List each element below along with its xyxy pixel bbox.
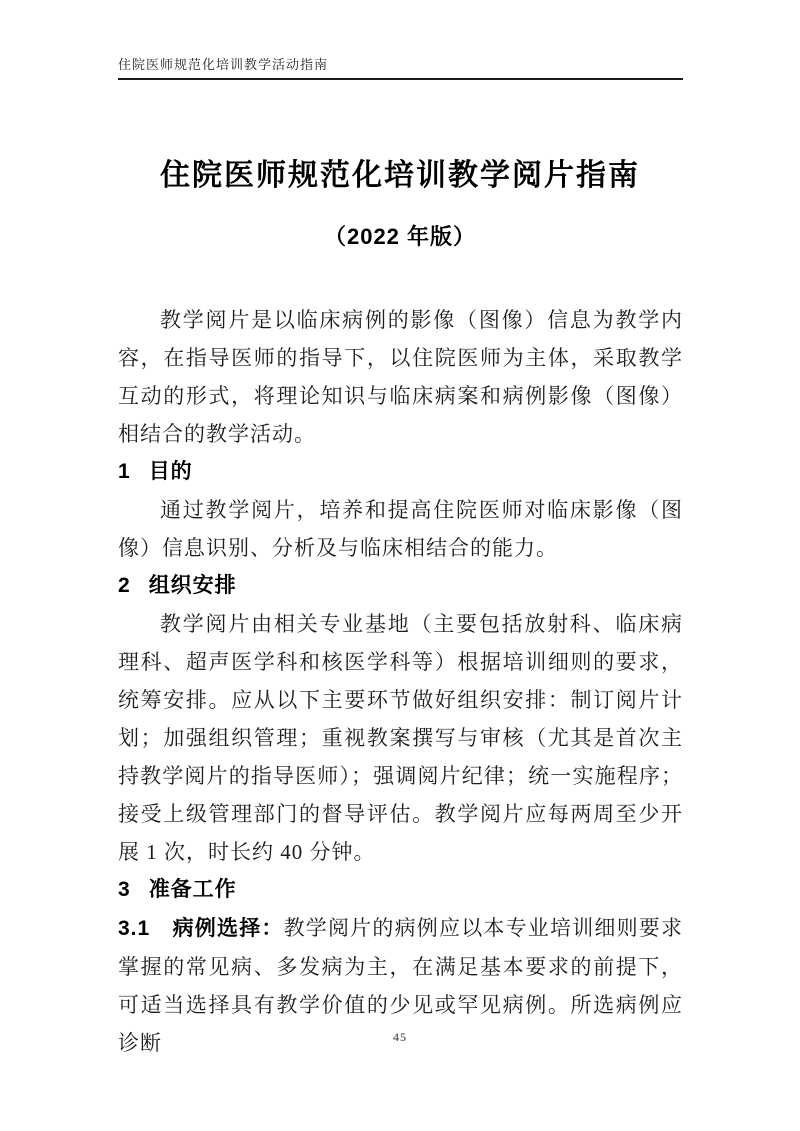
section-heading-1 [118, 453, 683, 491]
intro-paragraph: 教学阅片是以临床病例的影像（图像）信息为教学内容，在指导医师的指导下，以住院医师为主体，采取教学互动的形式，将理论知识与临床病案和病例影像（图像）相结合的教学活动。 [118, 308, 683, 446]
document-subtitle: （2022 年版） [323, 224, 477, 249]
section-1-paragraph: 通过教学阅片，培养和提高住院医师对临床影像（图像）信息识别、分析及与临床相结合的能力。 [118, 498, 683, 560]
section-number: 3 [118, 878, 131, 901]
section-title: 目的 [148, 460, 193, 483]
document-title: 住院医师规范化培训教学阅片指南 [160, 159, 640, 192]
section-heading-3 [118, 871, 683, 909]
section-number: 1 [118, 460, 131, 483]
section-heading-2 [118, 567, 683, 605]
section-number: 2 [118, 574, 131, 597]
running-header [118, 0, 683, 80]
running-header-text: 住院医师规范化培训教学活动指南 [118, 57, 329, 72]
document-body [118, 301, 683, 1062]
subsection-label: 3.1 病例选择： [118, 917, 284, 940]
section-2-paragraph: 教学阅片由相关专业基地（主要包括放射科、临床病理科、超声医学科和核医学科等）根据培训细则的要求，统筹安排。应从以下主要环节做好组织安排：制订阅片计划；加强组织管理；重视教案撰写与审核（尤其是首次主持教学阅片的指导医师）；强调阅片纪律；统一实施程序；接受上级管理部门的督导评估。教学阅片应每两周至少开展 1 次，时长约 40 分钟。 [118, 612, 683, 864]
section-title: 组织安排 [148, 574, 237, 597]
section-title: 准备工作 [148, 878, 237, 901]
subsection-text: 教学阅片的病例应以本专业培训细则要求掌握的常见病、多发病为主，在满足基本要求的前提下，可适当选择具有教学价值的少见或罕见病例。所选病例应诊断 [118, 916, 683, 1055]
page-number: 45 [393, 1030, 407, 1044]
